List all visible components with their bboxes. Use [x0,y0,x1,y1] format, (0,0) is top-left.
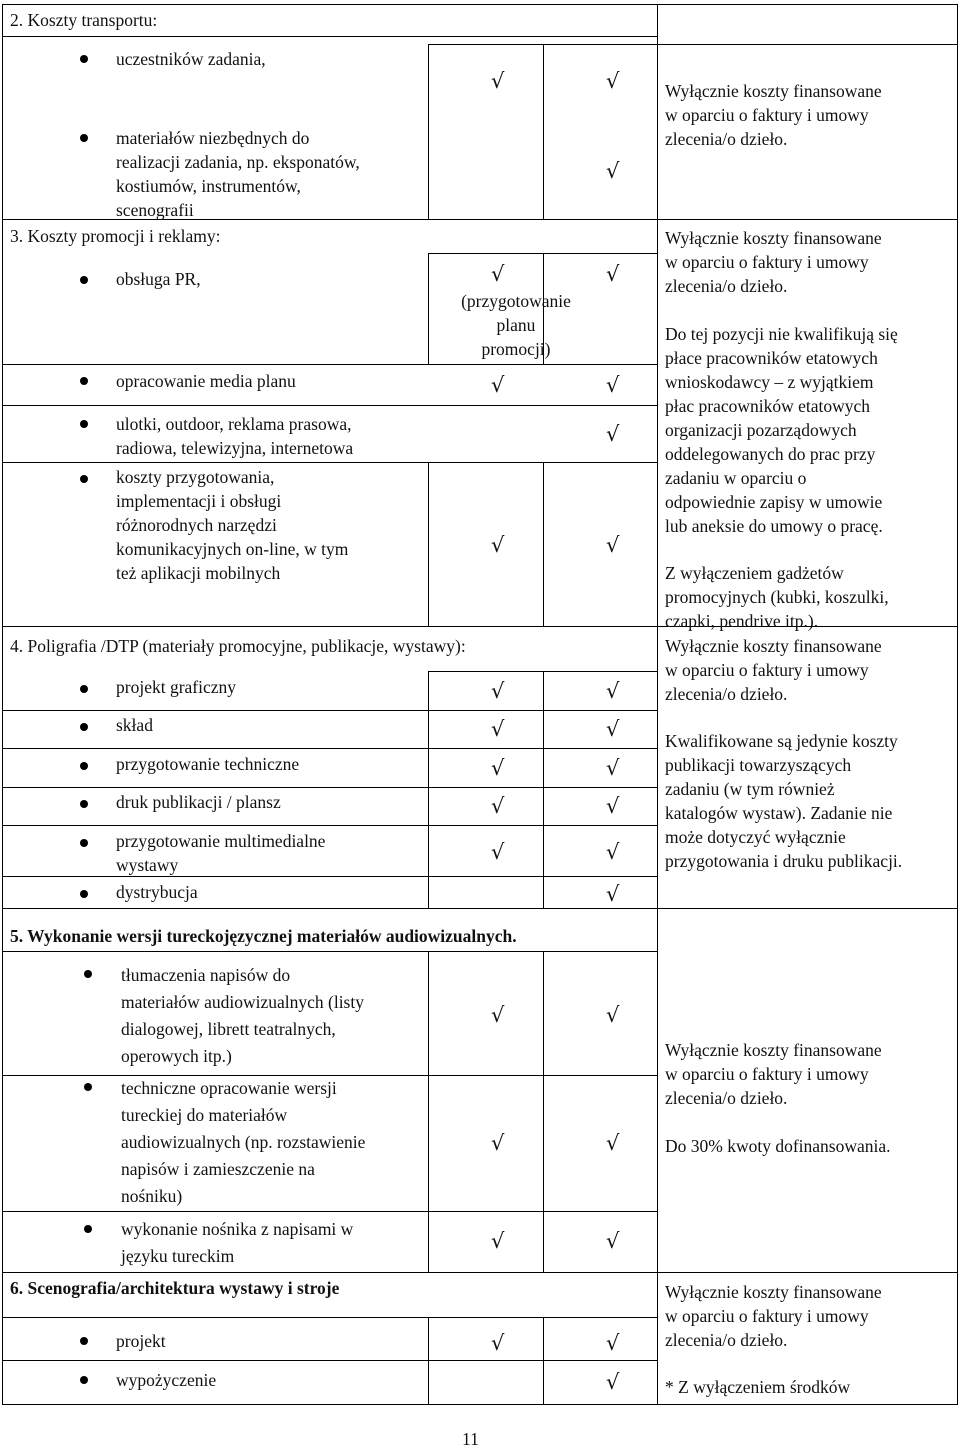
av-item-carrier-l2: języku tureckim [121,1246,235,1266]
print-item-multimedia-l2: wystawy [116,855,179,875]
print-item-distribution: dystrybucja [116,882,198,902]
check-icon: √ [606,422,620,446]
print-eligibility-note-l5: może dotyczyć wyłącznie [665,827,846,847]
check-icon: √ [491,69,505,93]
promo-salary-note-l6: oddelegowanych do prac przy [665,444,876,464]
table-border-left [2,4,3,1405]
cell-line [428,462,429,626]
check-icon: √ [606,373,620,397]
scen-note: Wyłącznie koszty finansowane [665,1282,882,1302]
bullet-icon [80,134,88,142]
scen-note-l2: w oparciu o faktury i umowy [665,1306,869,1326]
section-heading-promotion: 3. Koszty promocji i reklamy: [10,226,221,246]
row-line [2,825,657,826]
transport-note: Wyłącznie koszty finansowane [665,81,882,101]
scen-exclusion-note: * Z wyłączeniem środków [665,1377,851,1397]
av-note-l2: w oparciu o faktury i umowy [665,1064,869,1084]
bullet-icon [84,970,92,978]
av-item-technical-l4: napisów i zamieszczenie na [121,1159,315,1179]
row-line [2,710,657,711]
check-icon: √ [491,373,505,397]
row-line [2,876,657,877]
promo-item-media: opracowanie media planu [116,371,296,391]
bullet-icon [80,420,88,428]
transport-item-participants: uczestników zadania, [116,49,266,69]
print-eligibility-note-l2: publikacji towarzyszących [665,755,852,775]
bullet-icon [80,1376,88,1384]
promo-gadget-note-l3: czapki, pendrive itp.). [665,611,819,631]
print-item-prepress: przygotowanie techniczne [116,754,300,774]
bullet-icon [80,762,88,770]
bullet-icon [80,276,88,284]
check-icon: √ [606,1331,620,1355]
check-icon: √ [606,1131,620,1155]
section-heading-printing: 4. Poligrafia /DTP (materiały promocyjne, publikacje, wystawy): [10,636,466,656]
check-icon: √ [491,756,505,780]
promo-item-online-l3: różnorodnych narzędzi [116,515,277,535]
row-line [2,748,657,749]
av-item-translation-l3: dialogowej, librett teatralnych, [121,1019,336,1039]
bullet-icon [80,1337,88,1345]
promo-pr-note-l3: promocji) [481,339,551,359]
promo-salary-note-l9: lub aneksie do umowy o pracę. [665,516,883,536]
table-border-bottom [2,1404,957,1405]
promo-salary-note-l5: organizacji pozarządowych [665,420,857,440]
promo-gadget-note: Z wyłączeniem gadżetów [665,563,844,583]
bullet-icon [80,723,88,731]
check-icon: √ [606,533,620,557]
print-item-multimedia: przygotowanie multimedialne [116,831,326,851]
print-eligibility-note-l6: przygotowania i druku publikacji. [665,851,903,871]
print-note-l2: w oparciu o faktury i umowy [665,660,869,680]
cell-line [428,44,657,45]
print-item-typesetting: skład [116,715,153,735]
check-icon: √ [491,717,505,741]
print-note: Wyłącznie koszty finansowane [665,636,882,656]
cell-line [428,671,429,908]
print-eligibility-note: Kwalifikowane są jedynie koszty [665,731,898,751]
transport-note-l3: zlecenia/o dzieło. [665,129,788,149]
check-icon: √ [491,1131,505,1155]
print-item-printing: druk publikacji / plansz [116,792,281,812]
promo-note: Wyłącznie koszty finansowane [665,228,882,248]
promo-item-online-l5: też aplikacji mobilnych [116,563,281,583]
promo-item-online-l2: implementacji i obsługi [116,491,282,511]
promo-salary-note-l7: zadaniu w oparciu o [665,468,807,488]
promo-pr-note-l2: planu [496,315,536,335]
check-icon: √ [606,1003,620,1027]
promo-salary-note-l4: płac pracowników etatowych [665,396,871,416]
check-icon: √ [491,262,505,286]
cell-line [543,951,544,1272]
check-icon: √ [491,794,505,818]
promo-item-ads: ulotki, outdoor, reklama prasowa, [116,414,352,434]
transport-note-l2: w oparciu o faktury i umowy [665,105,869,125]
av-note: Wyłącznie koszty finansowane [665,1040,882,1060]
table-border-right [957,4,958,1405]
transport-item-materials-l2: realizacji zadania, np. eksponatów, [116,152,360,172]
check-icon: √ [491,1331,505,1355]
promo-item-pr: obsługa PR, [116,269,201,289]
check-icon: √ [606,756,620,780]
row-line [2,405,657,406]
bullet-icon [80,377,88,385]
check-icon: √ [606,1370,620,1394]
check-icon: √ [606,717,620,741]
check-icon: √ [491,1003,505,1027]
cell-line [428,44,429,219]
transport-item-materials: materiałów niezbędnych do [116,128,310,148]
promo-salary-note-l8: odpowiednie zapisy w umowie [665,492,883,512]
promo-gadget-note-l2: promocyjnych (kubki, koszulki, [665,587,889,607]
bullet-icon [80,890,88,898]
cell-line [543,671,544,908]
promo-salary-note-l2: płace pracowników etatowych [665,348,878,368]
av-item-technical-l5: nośniku) [121,1186,183,1206]
av-limit-note: Do 30% kwoty dofinansowania. [665,1136,891,1156]
check-icon: √ [606,1229,620,1253]
row-line [2,787,657,788]
promo-item-online: koszty przygotowania, [116,467,275,487]
row-line [2,364,657,365]
bullet-icon [84,1225,92,1233]
check-icon: √ [606,794,620,818]
av-item-translation: tłumaczenia napisów do [121,965,291,985]
check-icon: √ [606,159,620,183]
av-item-translation-l2: materiałów audiowizualnych (listy [121,992,364,1012]
check-icon: √ [606,69,620,93]
promo-salary-note-l3: wnioskodawcy – z wyjątkiem [665,372,874,392]
check-icon: √ [491,679,505,703]
check-icon: √ [491,533,505,557]
row-line [2,1211,657,1212]
transport-item-materials-l4: scenografii [116,200,194,220]
av-note-l3: zlecenia/o dzieło. [665,1088,788,1108]
bullet-icon [80,800,88,808]
av-item-carrier: wykonanie nośnika z napisami w [121,1219,354,1239]
av-item-technical: techniczne opracowanie wersji [121,1078,337,1098]
scen-note-l3: zlecenia/o dzieło. [665,1330,788,1350]
bullet-icon [80,839,88,847]
check-icon: √ [606,679,620,703]
table-border-top [2,4,957,5]
check-icon: √ [606,882,620,906]
promo-pr-note: (przygotowanie [461,291,571,311]
print-item-design: projekt graficzny [116,677,237,697]
cell-line [543,44,544,219]
av-item-translation-l4: operowych itp.) [121,1046,232,1066]
promo-note-l2: w oparciu o faktury i umowy [665,252,869,272]
check-icon: √ [606,262,620,286]
promo-note-l3: zlecenia/o dzieło. [665,276,788,296]
promo-item-online-l4: komunikacyjnych on-line, w tym [116,539,349,559]
row-line [2,1360,657,1361]
av-item-technical-l3: audiowizualnych (np. rozstawienie [121,1132,366,1152]
promo-item-ads-l2: radiowa, telewizyjna, internetowa [116,438,354,458]
page-number: 11 [462,1429,479,1449]
check-icon: √ [606,840,620,864]
check-icon: √ [491,1229,505,1253]
print-eligibility-note-l3: zadaniu (w tym również [665,779,835,799]
row-line [657,44,957,45]
section-heading-scenography: 6. Scenografia/architektura wystawy i stroje [10,1278,340,1298]
row-line [2,1272,957,1273]
cell-line [543,462,544,626]
print-note-l3: zlecenia/o dzieło. [665,684,788,704]
section-heading-transport: 2. Koszty transportu: [10,10,158,30]
bullet-icon [84,1083,92,1091]
scen-item-project: projekt [116,1331,166,1351]
bullet-icon [80,475,88,483]
row-line [2,951,657,952]
row-line [2,36,657,37]
row-line [2,1317,657,1318]
column-divider [657,4,658,1405]
bullet-icon [80,55,88,63]
transport-item-materials-l3: kostiumów, instrumentów, [116,176,301,196]
bullet-icon [80,685,88,693]
row-line [2,908,957,909]
check-icon: √ [491,840,505,864]
cell-line [428,253,429,364]
row-line [2,462,657,463]
av-item-technical-l2: tureckiej do materiałów [121,1105,288,1125]
cell-line [428,951,429,1272]
section-heading-turkish-av: 5. Wykonanie wersji tureckojęzycznej materiałów audiowizualnych. [10,926,517,946]
promo-salary-note: Do tej pozycji nie kwalifikują się [665,324,898,344]
scen-item-rental: wypożyczenie [116,1370,217,1390]
print-eligibility-note-l4: katalogów wystaw). Zadanie nie [665,803,893,823]
